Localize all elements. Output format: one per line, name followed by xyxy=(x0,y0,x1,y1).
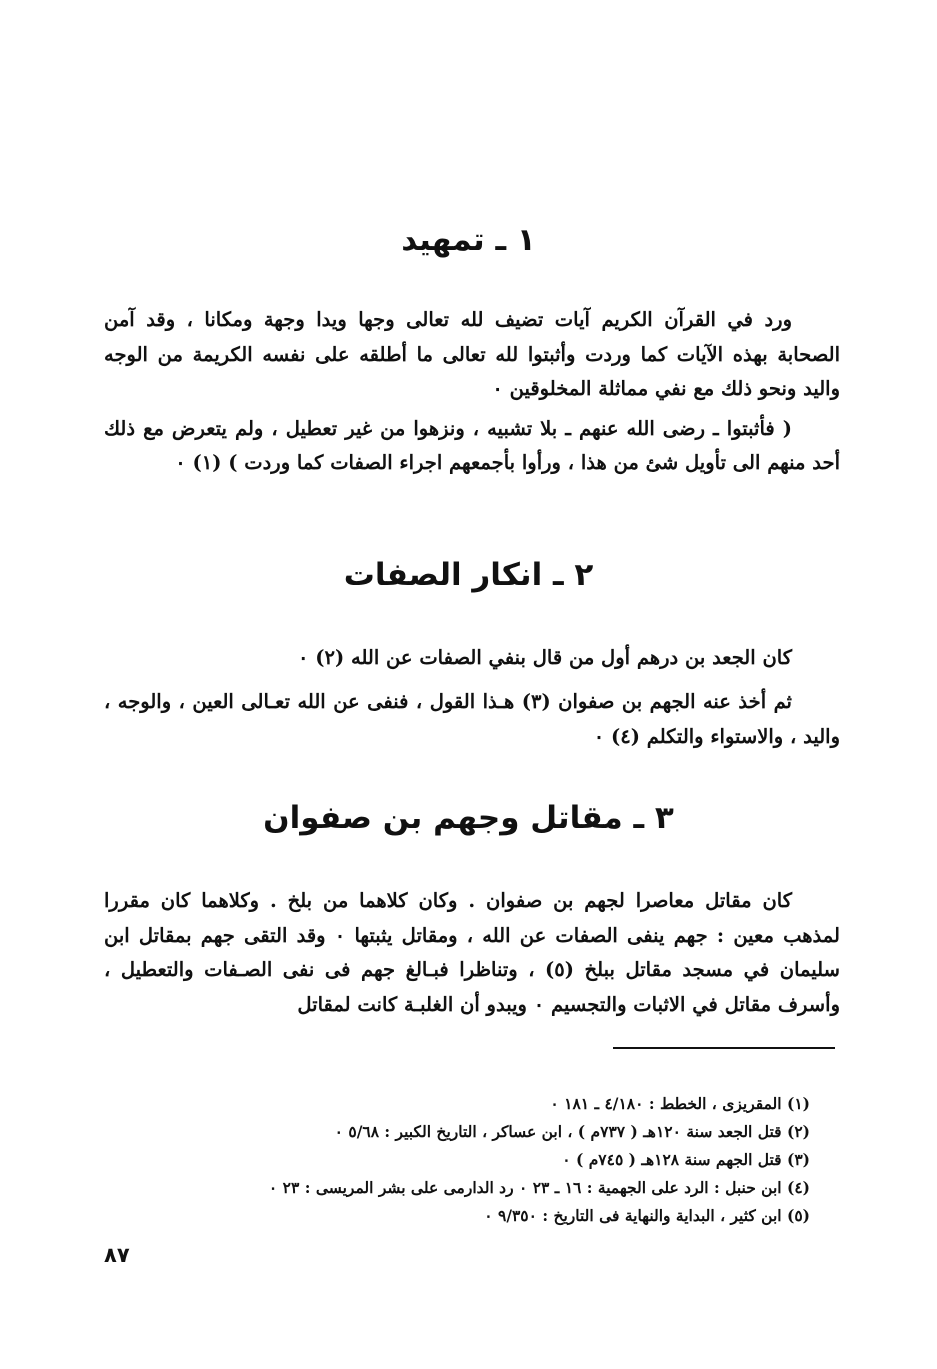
section-heading-denial-of-attributes: ٢ ـ انكار الصفات xyxy=(343,557,594,593)
paragraph-muqatil-1: كان مقاتل معاصرا لجهم بن صفوان . وكان كلاهما من بلخ . وكلاهما كان مقررا لمذهب معين : جهم ينفى الصفات عن الله ، ومقاتل يثبتها ٠ وقد التقى جهم بمقاتل ابن سليمان في مسجد مقاتل ببلخ (٥) ، وتناظرا فبـالغ جهم فى نفى الصـفات والتعطيل ، وأسرف مقاتل في الاثبات والتجسيم ٠ ويبدو أن الغلبـة كانت لمقاتل xyxy=(104,889,840,1016)
footnotes-list xyxy=(150,1090,810,1230)
footnote-item: (٥) ابن كثير ، البداية والنهاية فى التاريخ : ٩/٣٥٠ ٠ xyxy=(484,1206,810,1225)
footnote-item: (٣) قتل الجهم سنة ١٢٨هـ ( ٧٤٥م ) ٠ xyxy=(562,1150,810,1169)
section-heading-muqatil-and-jahm: ٣ ـ مقاتل وجهم بن صفوان xyxy=(263,800,674,836)
paragraph-denial-2: ثم أخذ عنه الجهم بن صفوان (٣) هـذا القول ، فنفى عن الله تعـالى العين ، والوجه ، واليد ، والاستواء والتكلم (٤) ٠ xyxy=(104,690,840,748)
footnote-separator-line xyxy=(613,1047,835,1049)
paragraph-introduction-2: ( فأثبتوا ـ رضى الله عنهم ـ بلا تشبيه ، ونزهوا من غير تعطيل ، ولم يتعرض مع ذلك أحد منهم الى تأويل شئ من هذا ، ورأوا بأجمعهم اجراء الصفات كما وردت ) (١) ٠ xyxy=(104,417,840,474)
page-number: ٨٧ xyxy=(104,1243,130,1267)
footnote-item: (٤) ابن حنبل : الرد على الجهمية : ١٦ ـ ٢٣ ٠ رد الدارمى على بشر المريسى : ٢٣ ٠ xyxy=(268,1178,810,1197)
footnote-item: (١) المقريزى ، الخطط : ٤/١٨٠ ـ ١٨١ ٠ xyxy=(550,1094,810,1113)
paragraph-denial-1: كان الجعد بن درهم أول من قال بنفي الصفات عن الله (٢) ٠ xyxy=(298,646,792,669)
footnote-item: (٢) قتل الجعد سنة ١٢٠هـ ( ٧٣٧م ) ، ابن عساكر ، التاريخ الكبير : ٥/٦٨ ٠ xyxy=(334,1122,810,1141)
section-heading-introduction: ١ ـ تمهيد xyxy=(401,222,536,258)
paragraph-introduction-1: ورد في القرآن الكريم آيات تضيف لله تعالى وجها ويدا وجهة ومكانا ، وقد آمن الصحابة بهذه الآيات كما وردت وأثبتوا لله تعالى ما أطلقه على نفسه الكريمة من الوجه واليد ونحو ذلك مع نفي مماثلة المخلوقين ٠ xyxy=(104,308,840,400)
